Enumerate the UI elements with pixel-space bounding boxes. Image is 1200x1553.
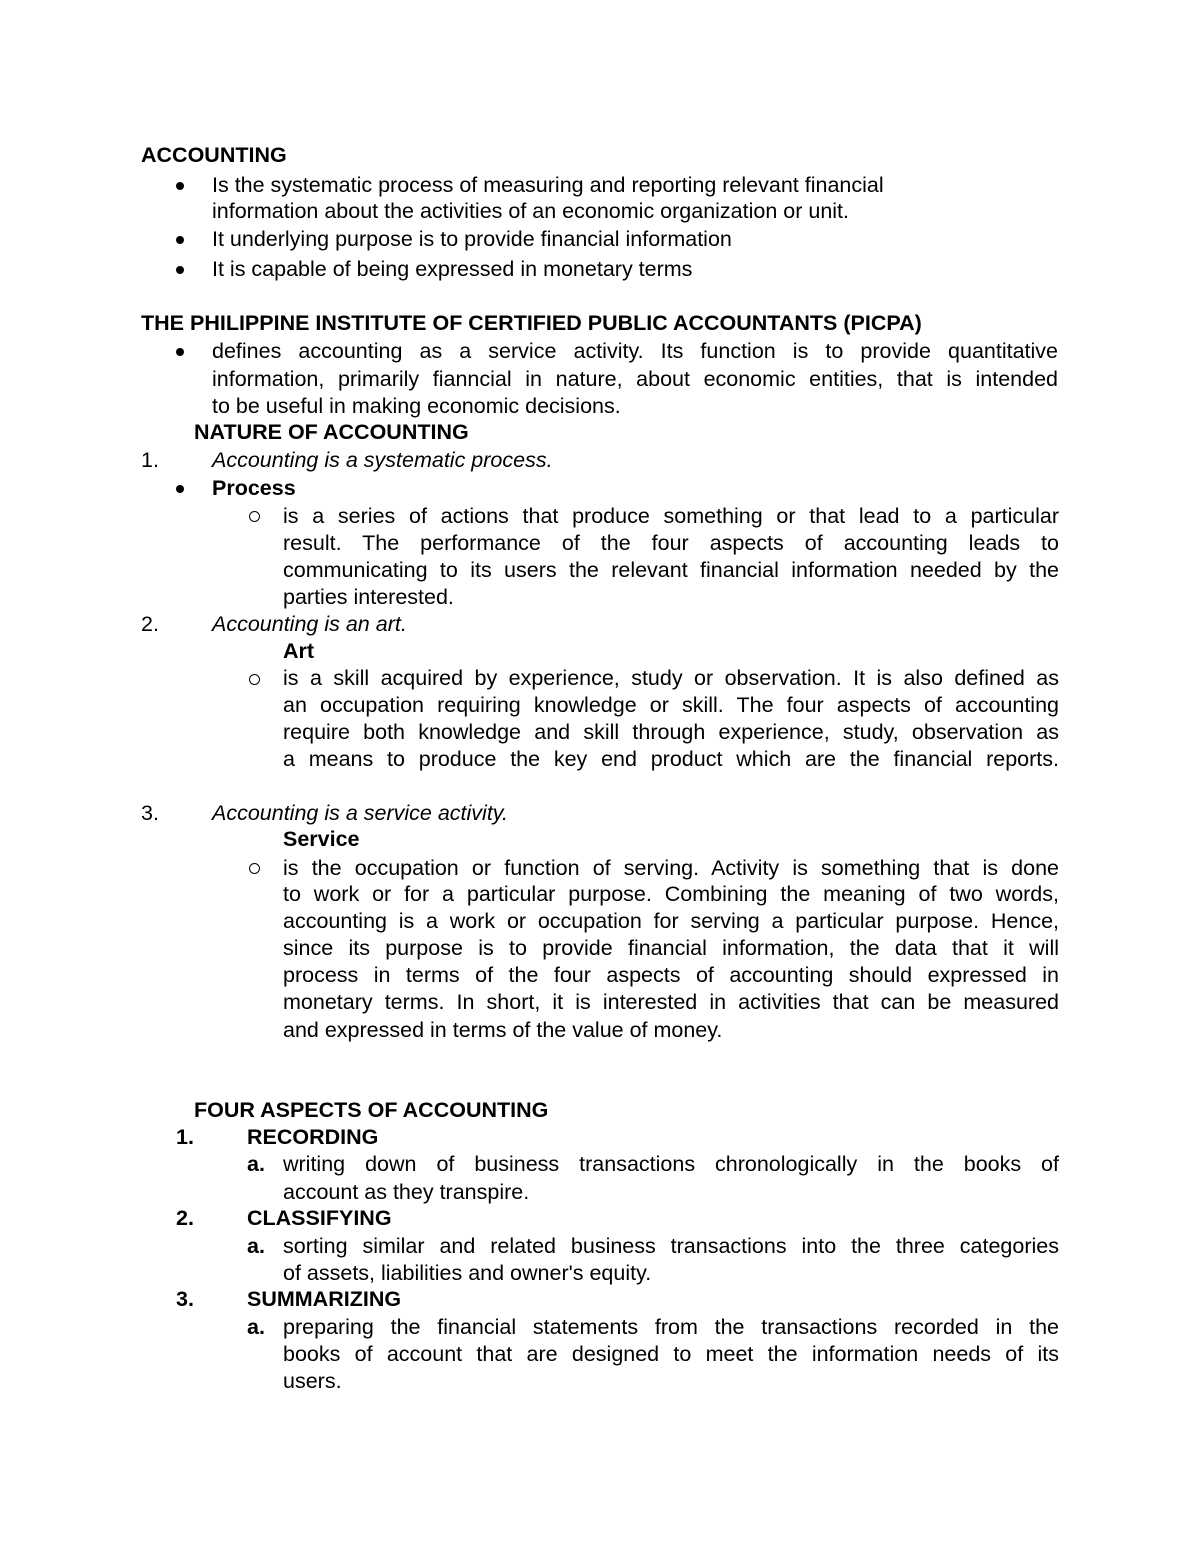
- circle-bullet-icon: [249, 863, 260, 874]
- accounting-bullet-2: It underlying purpose is to provide financial information: [212, 227, 732, 251]
- aspects-heading: FOUR ASPECTS OF ACCOUNTING: [194, 1098, 549, 1122]
- bullet-icon: [176, 485, 184, 493]
- nature-item-1-line-3: communicating to its users the relevant financial information needed by the: [283, 558, 1059, 582]
- nature-heading: NATURE OF ACCOUNTING: [194, 420, 469, 444]
- picpa-line-2: information, primarily fianncial in nature, about economic entities, that is intended: [212, 367, 1058, 391]
- accounting-heading: ACCOUNTING: [141, 143, 287, 167]
- nature-item-2-line-3: require both knowledge and skill through experience, study, observation as: [283, 720, 1059, 744]
- nature-item-1-line-2: result. The performance of the four aspects of accounting leads to: [283, 531, 1059, 555]
- nature-item-3-term: Service: [283, 827, 360, 851]
- aspect-1-letter: a.: [247, 1152, 265, 1176]
- nature-item-2-term: Art: [283, 639, 315, 663]
- nature-item-1-line-4: parties interested.: [283, 585, 454, 609]
- bullet-icon: [176, 348, 184, 356]
- nature-item-3-line-5: process in terms of the four aspects of accounting should expressed in: [283, 963, 1059, 987]
- nature-item-3-number: 3.: [141, 801, 159, 825]
- nature-item-3-line-1: is the occupation or function of serving. Activity is something that is done: [283, 856, 1059, 880]
- aspect-3-line-2: books of account that are designed to meet the information needs of its: [283, 1342, 1059, 1366]
- aspect-1-title: RECORDING: [247, 1125, 379, 1149]
- aspect-3-line-3: users.: [283, 1369, 342, 1393]
- nature-item-1-title: Accounting is a systematic process.: [212, 448, 553, 472]
- nature-item-2-number: 2.: [141, 612, 159, 636]
- nature-item-3-line-2: to work or for a particular purpose. Combining the meaning of two words,: [283, 882, 1059, 906]
- nature-item-2-title: Accounting is an art.: [212, 612, 407, 636]
- nature-item-1-line-1: is a series of actions that produce something or that lead to a particular: [283, 504, 1059, 528]
- aspect-3-number: 3.: [176, 1287, 194, 1311]
- aspect-3-title: SUMMARIZING: [247, 1287, 402, 1311]
- accounting-bullet-1-line-1: Is the systematic process of measuring and reporting relevant financial: [212, 173, 884, 197]
- aspect-1-number: 1.: [176, 1125, 194, 1149]
- aspect-2-letter: a.: [247, 1234, 265, 1258]
- aspect-2-number: 2.: [176, 1206, 194, 1230]
- accounting-bullet-3: It is capable of being expressed in monetary terms: [212, 257, 693, 281]
- bullet-icon: [176, 236, 184, 244]
- nature-item-3-line-4: since its purpose is to provide financial information, the data that it will: [283, 936, 1059, 960]
- nature-item-2-line-2: an occupation requiring knowledge or skill. The four aspects of accounting: [283, 693, 1059, 717]
- nature-item-1-number: 1.: [141, 448, 159, 472]
- aspect-2-title: CLASSIFYING: [247, 1206, 392, 1230]
- circle-bullet-icon: [249, 511, 260, 522]
- nature-item-2-line-4: a means to produce the key end product which are the financial reports.: [283, 747, 1059, 771]
- aspect-2-line-1: sorting similar and related business transactions into the three categories: [283, 1234, 1059, 1258]
- aspect-1-line-2: account as they transpire.: [283, 1180, 530, 1204]
- picpa-line-3: to be useful in making economic decisions.: [212, 394, 621, 418]
- nature-item-1-term: Process: [212, 476, 296, 500]
- nature-item-3-title: Accounting is a service activity.: [212, 801, 508, 825]
- aspect-2-line-2: of assets, liabilities and owner's equity.: [283, 1261, 652, 1285]
- nature-item-3-line-3: accounting is a work or occupation for serving a particular purpose. Hence,: [283, 909, 1059, 933]
- accounting-bullet-1-line-2: information about the activities of an economic organization or unit.: [212, 199, 850, 223]
- nature-item-3-line-7: and expressed in terms of the value of money.: [283, 1018, 723, 1042]
- aspect-1-line-1: writing down of business transactions chronologically in the books of: [283, 1152, 1059, 1176]
- nature-item-3-line-6: monetary terms. In short, it is interested in activities that can be measured: [283, 990, 1059, 1014]
- bullet-icon: [176, 182, 184, 190]
- circle-bullet-icon: [249, 674, 260, 685]
- aspect-3-line-1: preparing the financial statements from the transactions recorded in the: [283, 1315, 1059, 1339]
- aspect-3-letter: a.: [247, 1315, 265, 1339]
- picpa-line-1: defines accounting as a service activity. Its function is to provide quantitative: [212, 339, 1058, 363]
- bullet-icon: [176, 266, 184, 274]
- nature-item-2-line-1: is a skill acquired by experience, study or observation. It is also defined as: [283, 666, 1059, 690]
- picpa-heading: THE PHILIPPINE INSTITUTE OF CERTIFIED PUBLIC ACCOUNTANTS (PICPA): [141, 311, 922, 335]
